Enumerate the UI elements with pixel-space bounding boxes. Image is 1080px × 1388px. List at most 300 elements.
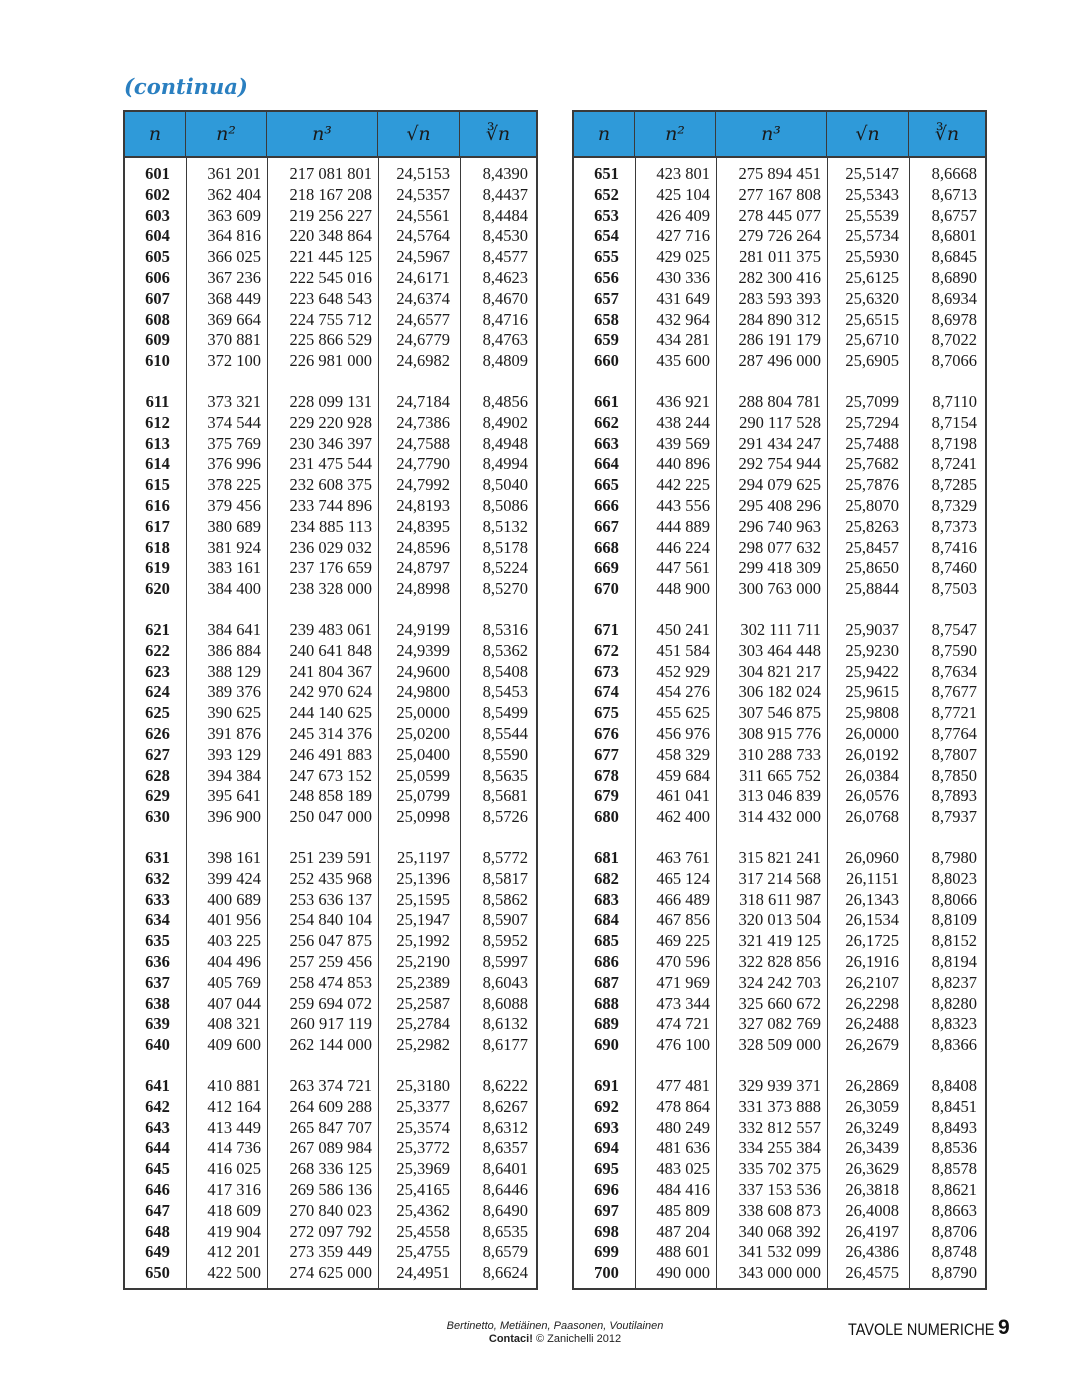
right-table-body	[574, 164, 985, 1304]
cell-n-squared: 408 321	[207, 1014, 261, 1034]
cell-cbrt: 8,8536	[931, 1138, 977, 1158]
table-row	[125, 1242, 536, 1263]
cell-n-squared: 381 924	[207, 537, 261, 557]
cell-n-cubed: 307 546 875	[738, 703, 821, 723]
cell-n: 642	[145, 1096, 170, 1116]
left-table-body	[125, 164, 536, 1304]
cell-n-cubed: 279 726 264	[738, 226, 821, 246]
cell-cbrt: 8,5544	[482, 723, 528, 743]
cell-sqrt: 26,4008	[845, 1200, 899, 1220]
cell-n: 629	[145, 786, 170, 806]
cell-cbrt: 8,5132	[482, 516, 528, 536]
cell-n-cubed: 268 336 125	[289, 1159, 372, 1179]
cell-n-cubed: 254 840 104	[289, 910, 372, 930]
cell-n: 634	[145, 910, 170, 930]
cell-sqrt: 25,8457	[845, 537, 899, 557]
cell-sqrt: 24,4951	[396, 1263, 450, 1283]
cell-n: 610	[145, 351, 170, 371]
cell-sqrt: 24,5357	[396, 184, 450, 204]
cell-n-cubed: 240 641 848	[289, 640, 372, 660]
cell-n: 644	[145, 1138, 170, 1158]
cell-sqrt: 25,3180	[396, 1076, 450, 1095]
cell-n-cubed: 296 740 963	[738, 516, 821, 536]
cell-sqrt: 25,5930	[845, 247, 899, 267]
cell-n-squared: 398 161	[207, 848, 261, 867]
table-row	[125, 496, 536, 517]
cell-cbrt: 8,5453	[482, 682, 528, 702]
cell-n-squared: 425 104	[656, 184, 710, 204]
cell-cbrt: 8,5178	[482, 537, 528, 557]
cell-cbrt: 8,6801	[931, 226, 977, 246]
cell-n-cubed: 310 288 733	[738, 744, 821, 764]
cell-cbrt: 8,8706	[931, 1221, 977, 1241]
cell-cbrt: 8,8323	[931, 1014, 977, 1034]
cell-n: 625	[145, 703, 170, 723]
cell-n: 612	[145, 412, 170, 432]
cell-cbrt: 8,5590	[482, 744, 528, 764]
cell-n: 620	[145, 579, 170, 599]
cell-sqrt: 25,8844	[845, 579, 899, 599]
cell-cbrt: 8,5408	[482, 661, 528, 681]
cell-n-squared: 396 900	[207, 807, 261, 827]
cell-cbrt: 8,6088	[482, 993, 528, 1013]
cell-n-cubed: 236 029 032	[289, 537, 372, 557]
table-row	[574, 994, 985, 1015]
cell-sqrt: 25,5343	[845, 184, 899, 204]
cell-n: 670	[594, 579, 619, 599]
cell-n: 626	[145, 723, 170, 743]
cell-sqrt: 25,5734	[845, 226, 899, 246]
cell-sqrt: 26,2679	[845, 1035, 899, 1055]
cell-sqrt: 25,7876	[845, 475, 899, 495]
cell-n-cubed: 246 491 883	[289, 744, 372, 764]
cell-cbrt: 8,5907	[482, 910, 528, 930]
cell-n: 675	[594, 703, 619, 723]
cell-n-squared: 393 129	[207, 744, 261, 764]
cell-cbrt: 8,8109	[931, 910, 977, 930]
cell-n: 697	[594, 1200, 619, 1220]
cell-n: 668	[594, 537, 619, 557]
cell-n-squared: 426 409	[656, 205, 710, 225]
cell-n-squared: 485 809	[656, 1200, 710, 1220]
cell-n-cubed: 265 847 707	[289, 1117, 372, 1137]
left-table	[123, 110, 538, 1290]
table-row	[574, 703, 985, 724]
page-number: 9	[998, 1316, 1010, 1339]
cell-n-squared: 466 489	[656, 889, 710, 909]
cell-n-cubed: 224 755 712	[289, 309, 372, 329]
cell-n-cubed: 343 000 000	[738, 1263, 821, 1283]
cell-n: 648	[145, 1221, 170, 1241]
cell-sqrt: 24,7588	[396, 433, 450, 453]
cell-sqrt: 24,8395	[396, 516, 450, 536]
cell-n: 622	[145, 640, 170, 660]
cell-cbrt: 8,4948	[482, 433, 528, 453]
cell-sqrt: 25,4755	[396, 1242, 450, 1262]
cell-n-cubed: 260 917 119	[290, 1014, 372, 1034]
table-row	[125, 434, 536, 455]
cell-cbrt: 8,8621	[931, 1179, 977, 1199]
cell-cbrt: 8,7807	[931, 744, 977, 764]
table-row	[574, 1159, 985, 1180]
cell-n-cubed: 308 915 776	[738, 723, 821, 743]
cell-cbrt: 8,6357	[482, 1138, 528, 1158]
table-row	[574, 910, 985, 931]
cell-sqrt: 24,5764	[396, 226, 450, 246]
cell-n-cubed: 269 586 136	[289, 1179, 372, 1199]
section-title: TAVOLE NUMERICHE	[848, 1320, 995, 1339]
cell-n-squared: 456 976	[656, 723, 710, 743]
cell-n-squared: 447 561	[656, 558, 710, 578]
table-row	[574, 413, 985, 434]
cell-n-squared: 455 625	[656, 703, 710, 723]
cell-n-squared: 432 964	[656, 309, 710, 329]
table-row	[574, 538, 985, 559]
table-row	[125, 641, 536, 662]
cell-n-squared: 435 600	[656, 351, 710, 371]
cell-cbrt: 8,6267	[482, 1096, 528, 1116]
cell-n-cubed: 263 374 721	[289, 1076, 372, 1095]
row-group	[574, 620, 985, 848]
cell-sqrt: 24,7790	[396, 454, 450, 474]
cell-cbrt: 8,4763	[482, 330, 528, 350]
cell-n-squared: 429 025	[656, 247, 710, 267]
cell-n: 635	[145, 931, 170, 951]
cell-n-cubed: 327 082 769	[738, 1014, 821, 1034]
cell-cbrt: 8,5316	[482, 620, 528, 639]
table-row	[574, 454, 985, 475]
row-group	[574, 1076, 985, 1304]
cell-n: 686	[594, 951, 619, 971]
table-row	[125, 620, 536, 641]
table-row	[125, 206, 536, 227]
cell-n: 682	[594, 868, 619, 888]
cell-n: 655	[594, 247, 619, 267]
cell-sqrt: 24,5153	[396, 164, 450, 183]
cell-n-cubed: 252 435 968	[289, 868, 372, 888]
cell-sqrt: 25,7488	[845, 433, 899, 453]
cell-n-squared: 364 816	[207, 226, 261, 246]
cell-n: 689	[594, 1014, 619, 1034]
cell-n-cubed: 226 981 000	[289, 351, 372, 371]
header-n-cubed: n³	[267, 112, 378, 156]
cell-n-squared: 465 124	[656, 868, 710, 888]
cell-n: 665	[594, 475, 619, 495]
footer-credits	[390, 1320, 720, 1346]
cell-n-cubed: 335 702 375	[738, 1159, 821, 1179]
cell-n: 621	[145, 620, 170, 639]
cell-n: 676	[594, 723, 619, 743]
cell-sqrt: 25,2389	[396, 972, 450, 992]
cell-n-cubed: 294 079 625	[738, 475, 821, 495]
table-row	[574, 724, 985, 745]
cell-n-squared: 446 224	[656, 537, 710, 557]
cell-n-squared: 374 544	[207, 412, 261, 432]
row-group	[574, 392, 985, 620]
cell-cbrt: 8,4623	[482, 267, 528, 287]
cell-cbrt: 8,6713	[931, 184, 977, 204]
cell-cbrt: 8,5726	[482, 807, 528, 827]
cell-n-squared: 443 556	[656, 495, 710, 515]
cell-cbrt: 8,8493	[931, 1117, 977, 1137]
cell-n-cubed: 286 191 179	[738, 330, 821, 350]
cell-n: 647	[145, 1200, 170, 1220]
table-row	[574, 931, 985, 952]
table-row	[574, 268, 985, 289]
table-row	[574, 392, 985, 413]
cell-sqrt: 26,0384	[845, 765, 899, 785]
cell-n-cubed: 237 176 659	[289, 558, 372, 578]
cell-sqrt: 25,8263	[845, 516, 899, 536]
table-row	[125, 1014, 536, 1035]
cell-cbrt: 8,5499	[482, 703, 528, 723]
cell-n-squared: 389 376	[207, 682, 261, 702]
cell-sqrt: 24,6374	[396, 288, 450, 308]
cell-n-cubed: 311 665 752	[739, 765, 821, 785]
cell-n-cubed: 262 144 000	[289, 1035, 372, 1055]
cell-n-cubed: 245 314 376	[289, 723, 372, 743]
cell-sqrt: 24,9199	[396, 620, 450, 639]
cell-sqrt: 24,6982	[396, 351, 450, 371]
cell-n-squared: 395 641	[207, 786, 261, 806]
cell-n: 630	[145, 807, 170, 827]
cell-sqrt: 26,0768	[845, 807, 899, 827]
row-group	[125, 1076, 536, 1304]
cell-n-squared: 440 896	[656, 454, 710, 474]
cell-sqrt: 26,3439	[845, 1138, 899, 1158]
cell-sqrt: 25,5147	[845, 164, 899, 183]
cell-cbrt: 8,7241	[931, 454, 977, 474]
cell-cbrt: 8,7503	[931, 579, 977, 599]
cell-n-cubed: 314 432 000	[738, 807, 821, 827]
cell-n-squared: 442 225	[656, 475, 710, 495]
cell-n-squared: 422 500	[207, 1263, 261, 1283]
cell-n-cubed: 329 939 371	[738, 1076, 821, 1095]
header-n: n	[125, 112, 186, 156]
cell-n: 639	[145, 1014, 170, 1034]
cell-cbrt: 8,5224	[482, 558, 528, 578]
cell-sqrt: 26,1151	[845, 868, 899, 888]
cell-cbrt: 8,5086	[482, 495, 528, 515]
cell-n-cubed: 222 545 016	[289, 267, 372, 287]
cell-cbrt: 8,7677	[931, 682, 977, 702]
table-row	[574, 164, 985, 185]
cell-n-squared: 414 736	[207, 1138, 261, 1158]
table-row	[574, 434, 985, 455]
cell-sqrt: 26,2298	[845, 993, 899, 1013]
table-row	[574, 475, 985, 496]
cell-n: 624	[145, 682, 170, 702]
cell-n-cubed: 248 858 189	[289, 786, 372, 806]
cell-n-cubed: 267 089 984	[289, 1138, 372, 1158]
table-row	[125, 268, 536, 289]
row-group	[125, 392, 536, 620]
cell-n-cubed: 328 509 000	[738, 1035, 821, 1055]
cell-n-cubed: 341 532 099	[738, 1242, 821, 1262]
table-row	[574, 310, 985, 331]
cell-cbrt: 8,5635	[482, 765, 528, 785]
cell-n-cubed: 264 609 288	[289, 1096, 372, 1116]
cell-sqrt: 24,7992	[396, 475, 450, 495]
table-row	[125, 247, 536, 268]
header-n: n	[574, 112, 635, 156]
cell-sqrt: 26,1343	[845, 889, 899, 909]
table-row	[574, 1118, 985, 1139]
cell-n-squared: 458 329	[656, 744, 710, 764]
cell-n: 693	[594, 1117, 619, 1137]
cell-sqrt: 25,2784	[396, 1014, 450, 1034]
cell-sqrt: 25,2190	[396, 951, 450, 971]
cell-sqrt: 26,3818	[845, 1179, 899, 1199]
cell-n: 632	[145, 868, 170, 888]
cell-n-squared: 407 044	[207, 993, 261, 1013]
cell-n: 616	[145, 495, 170, 515]
table-row	[574, 1097, 985, 1118]
cell-cbrt: 8,7066	[931, 351, 977, 371]
table-row	[125, 1180, 536, 1201]
cell-n: 660	[594, 351, 619, 371]
table-row	[574, 890, 985, 911]
cell-n-cubed: 225 866 529	[289, 330, 372, 350]
cell-sqrt: 25,4165	[396, 1179, 450, 1199]
cell-n-cubed: 217 081 801	[289, 164, 372, 183]
cell-n-squared: 363 609	[207, 205, 261, 225]
table-row	[125, 351, 536, 372]
cell-n-squared: 410 881	[207, 1076, 261, 1095]
table-row	[574, 206, 985, 227]
table-row	[574, 330, 985, 351]
cell-cbrt: 8,4902	[482, 412, 528, 432]
cell-n: 611	[145, 392, 170, 411]
cell-n: 683	[594, 889, 619, 909]
table-row	[125, 952, 536, 973]
cell-cbrt: 8,4856	[482, 392, 528, 411]
cell-n: 674	[594, 682, 619, 702]
cell-n: 671	[594, 620, 619, 639]
cell-n-squared: 418 609	[207, 1200, 261, 1220]
cell-cbrt: 8,8408	[931, 1076, 977, 1095]
cell-n-cubed: 298 077 632	[738, 537, 821, 557]
cell-n: 658	[594, 309, 619, 329]
cell-sqrt: 25,2587	[396, 993, 450, 1013]
cell-n-cubed: 247 673 152	[289, 765, 372, 785]
cell-n: 664	[594, 454, 619, 474]
cell-sqrt: 24,6577	[396, 309, 450, 329]
cell-n-cubed: 275 894 451	[738, 164, 821, 183]
cell-n-squared: 439 569	[656, 433, 710, 453]
table-row	[125, 185, 536, 206]
cell-n-cubed: 282 300 416	[738, 267, 821, 287]
cell-sqrt: 26,3629	[845, 1159, 899, 1179]
cell-cbrt: 8,6446	[482, 1179, 528, 1199]
cell-cbrt: 8,4994	[482, 454, 528, 474]
table-row	[125, 538, 536, 559]
cell-n: 700	[594, 1263, 619, 1283]
cell-n-cubed: 233 744 896	[289, 495, 372, 515]
cell-sqrt: 25,8650	[845, 558, 899, 578]
cell-cbrt: 8,4809	[482, 351, 528, 371]
row-group	[125, 848, 536, 1076]
cell-n: 662	[594, 412, 619, 432]
cell-cbrt: 8,8366	[931, 1035, 977, 1055]
cell-n-cubed: 334 255 384	[738, 1138, 821, 1158]
cell-cbrt: 8,6934	[931, 288, 977, 308]
cell-n-squared: 484 416	[656, 1179, 710, 1199]
cell-cbrt: 8,6978	[931, 309, 977, 329]
cell-cbrt: 8,5681	[482, 786, 528, 806]
cell-sqrt: 25,1992	[396, 931, 450, 951]
cell-sqrt: 26,0576	[845, 786, 899, 806]
table-row	[125, 475, 536, 496]
table-row	[125, 579, 536, 600]
cell-sqrt: 24,8596	[396, 537, 450, 557]
cell-n: 673	[594, 661, 619, 681]
cell-n-cubed: 228 099 131	[289, 392, 372, 411]
table-row	[125, 1118, 536, 1139]
table-row	[125, 1035, 536, 1056]
cell-sqrt: 25,6125	[845, 267, 899, 287]
header-sqrt: √n	[378, 112, 460, 156]
header-cbrt: ∛n	[934, 123, 960, 145]
cell-n: 691	[594, 1076, 619, 1095]
footer-book: Contaci!	[488, 1333, 533, 1345]
table-row	[125, 392, 536, 413]
cell-n-squared: 490 000	[656, 1263, 710, 1283]
cell-n: 678	[594, 765, 619, 785]
cell-sqrt: 25,2982	[396, 1035, 450, 1055]
cell-cbrt: 8,6312	[482, 1117, 528, 1137]
cell-sqrt: 25,3969	[396, 1159, 450, 1179]
cell-n-cubed: 241 804 367	[289, 661, 372, 681]
cell-sqrt: 25,3574	[396, 1117, 450, 1137]
cell-n-cubed: 299 418 309	[738, 558, 821, 578]
cell-n-squared: 454 276	[656, 682, 710, 702]
cell-n: 617	[145, 516, 170, 536]
cell-n-squared: 378 225	[207, 475, 261, 495]
cell-sqrt: 25,0000	[396, 703, 450, 723]
table-row	[125, 994, 536, 1015]
cell-n-cubed: 229 220 928	[289, 412, 372, 432]
cell-n-squared: 462 400	[656, 807, 710, 827]
cell-n-cubed: 300 763 000	[738, 579, 821, 599]
cell-n-squared: 380 689	[207, 516, 261, 536]
cell-sqrt: 25,9037	[845, 620, 899, 639]
cell-n: 657	[594, 288, 619, 308]
cell-sqrt: 25,1396	[396, 868, 450, 888]
cell-n-squared: 477 481	[656, 1076, 710, 1095]
table-row	[574, 745, 985, 766]
cell-cbrt: 8,6757	[931, 205, 977, 225]
cell-n: 669	[594, 558, 619, 578]
cell-cbrt: 8,5040	[482, 475, 528, 495]
cell-n: 631	[145, 848, 170, 867]
row-group	[574, 848, 985, 1076]
cell-n: 656	[594, 267, 619, 287]
cell-cbrt: 8,7416	[931, 537, 977, 557]
cell-n-squared: 367 236	[207, 267, 261, 287]
cell-n-squared: 480 249	[656, 1117, 710, 1137]
cell-n: 672	[594, 640, 619, 660]
cell-n-cubed: 257 259 456	[289, 951, 372, 971]
table-row	[125, 1138, 536, 1159]
cell-n-squared: 404 496	[207, 951, 261, 971]
cell-sqrt: 26,2488	[845, 1014, 899, 1034]
cell-n: 609	[145, 330, 170, 350]
cell-n: 695	[594, 1159, 619, 1179]
cell-n: 637	[145, 972, 170, 992]
cell-cbrt: 8,5817	[482, 868, 528, 888]
table-row	[125, 289, 536, 310]
